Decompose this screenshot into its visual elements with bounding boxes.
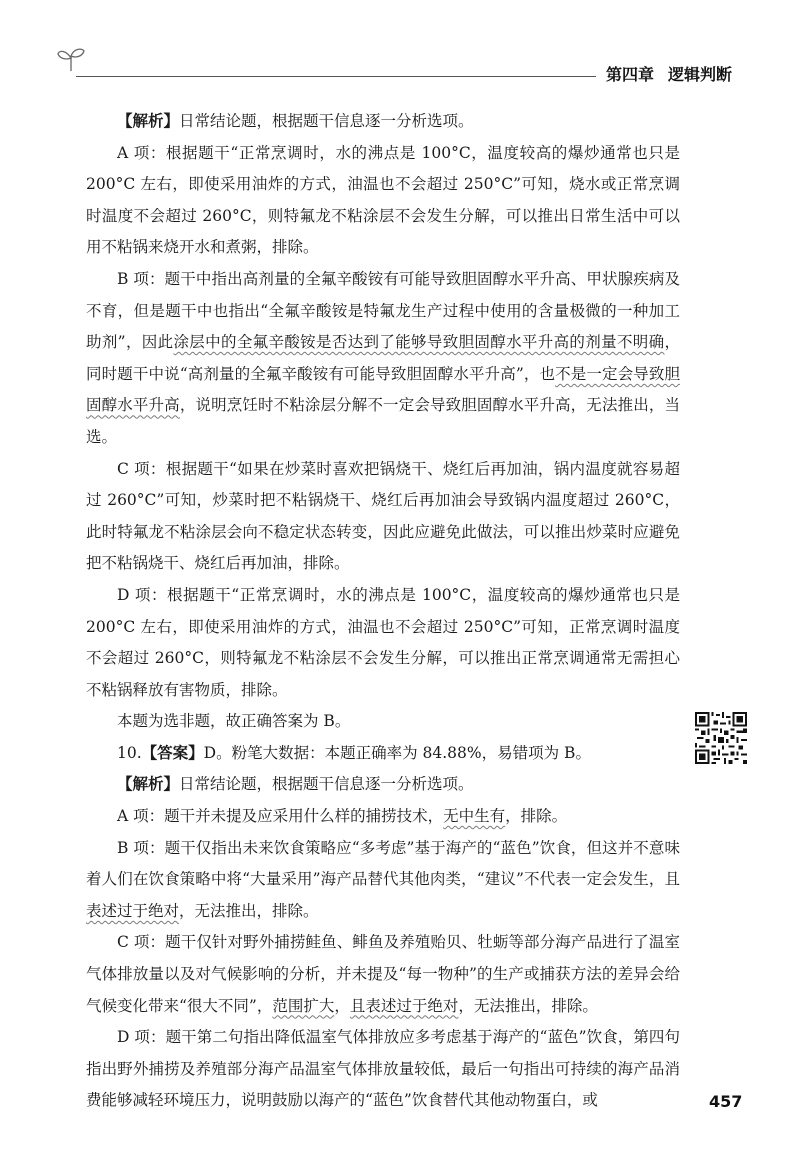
wavy-underlined-text: 不是一定会导致胆固醇水平升高 xyxy=(86,364,680,415)
chapter-title xyxy=(606,62,732,85)
question-number: 10. xyxy=(117,743,142,762)
paragraph-text: A 项：题干并未提及应采用什么样的捕捞技术， xyxy=(117,807,444,826)
page-body xyxy=(86,106,680,1117)
paragraph-text: ，说明烹饪时不粘涂层分解不一定会导致胆固醇水平升高，无法推出，当选。 xyxy=(86,396,680,446)
paragraph-text: C 项：题干仅针对野外捕捞鲑鱼、鲱鱼及养殖贻贝、牡蛎等部分海产品进行了温室气体排放量以及对气候影响的分析，并未提及“每一物种”的生产或捕获方法的差异会给气候变化带来“很大不同”， xyxy=(86,933,680,1015)
header-divider xyxy=(76,76,596,77)
paragraph-text: ，无法推出，排除。 xyxy=(458,996,598,1015)
wavy-underlined-text: 无中生有 xyxy=(443,807,506,826)
page-number: 457 xyxy=(709,1092,743,1111)
paragraph: C 项：根据题干“如果在炒菜时喜欢把锅烧干、烧红后再加油，锅内温度就容易超过 260°C”可知，炒菜时把不粘锅烧干、烧红后再加油会导致锅内温度超过 260°C，此时特氟龙不粘涂层会向不稳定状态转变，因此应避免此做法，可以推出炒菜时应避免把不粘锅烧干、烧红后再加油，排除。 xyxy=(86,459,680,573)
analysis-tag: 【解析】 xyxy=(117,112,180,130)
qr-code-icon xyxy=(695,712,747,764)
section-label: 逻辑判断 xyxy=(668,65,733,84)
paragraph-text: D。粉笔大数据：本题正确率为 84.88%，易错项为 B。 xyxy=(203,743,591,762)
paragraph-text: ，排除。 xyxy=(505,807,568,826)
paragraph-text: B 项：题干中指出高剂量的全氟辛酸铵有可能导致胆固醇水平升高、甲状腺疾病及不育，但是题干中也指出“全氟辛酸铵是特氟龙生产过程中使用的含量极微的一种加工助剂”，因此 xyxy=(86,269,680,352)
leaf-sprout-icon xyxy=(56,46,86,72)
chapter-label: 第四章 xyxy=(606,65,655,84)
paragraph: 本题为选非题，故正确答案为 B。 xyxy=(117,712,351,731)
paragraph-text: ， xyxy=(334,996,350,1015)
answer-tag: 【答案】 xyxy=(141,743,204,762)
paragraph: D 项：题干第二句指出降低温室气体排放应多考虑基于海产的“蓝色”饮食，第四句指出野外捕捞及养殖部分海产品温室气体排放量较低，最后一句指出可持续的海产品消费能够减轻环境压力，说明鼓励以海产的“蓝色”饮食替代其他动物蛋白，或 xyxy=(86,1028,680,1110)
wavy-underlined-text: 范围扩大 xyxy=(272,996,335,1015)
paragraph-text: B 项：题干仅指出未来饮食策略应“多考虑”基于海产的“蓝色”饮食，但这并不意味着人们在饮食策略中将“大量采用”海产品替代其他肉类，“建议”不代表一定会发生，且 xyxy=(86,838,680,889)
paragraph xyxy=(86,769,680,801)
wavy-underlined-text: 且表述过于绝对 xyxy=(349,996,459,1015)
paragraph xyxy=(86,833,680,928)
wavy-underlined-text: 表述过于绝对 xyxy=(86,901,180,920)
paragraph-text: 日常结论题，根据题干信息逐一分析选项。 xyxy=(179,112,474,130)
paragraph xyxy=(86,927,680,1022)
paragraph-text: 日常结论题，根据题干信息逐一分析选项。 xyxy=(179,775,474,794)
paragraph xyxy=(86,801,680,833)
wavy-underlined-text: 涂层中的全氟辛酸铵是否达到了能够导致胆固醇水平升高的剂量不明确 xyxy=(173,333,665,352)
paragraph: A 项：根据题干“正常烹调时，水的沸点是 100°C，温度较高的爆炒通常也只是 200°C 左右，即使采用油炸的方式，油温也不会超过 250°C”可知，烧水或正常烹调时温度不会超过 260°C，则特氟龙不粘涂层不会发生分解，可以推出日常生活中可以用不粘锅来烧开水和煮粥，排除。 xyxy=(86,143,680,257)
paragraph xyxy=(86,106,680,138)
paragraph-text: ，无法推出，排除。 xyxy=(179,901,319,920)
page-header xyxy=(0,0,800,95)
analysis-tag: 【解析】 xyxy=(117,775,180,794)
paragraph xyxy=(86,738,680,770)
paragraph xyxy=(86,264,680,454)
paragraph-text: ，同时题干中说“高剂量的全氟辛酸铵有可能导致胆固醇水平升高”，也 xyxy=(86,333,680,383)
paragraph: D 项：根据题干“正常烹调时，水的沸点是 100°C，温度较高的爆炒通常也只是 200°C 左右，即使采用油炸的方式，油温也不会超过 250°C”可知，正常烹调时温度不会超过 260°C，则特氟龙不粘涂层不会发生分解，可以推出正常烹调通常无需担心不粘锅释放有害物质，排除。 xyxy=(86,585,680,699)
